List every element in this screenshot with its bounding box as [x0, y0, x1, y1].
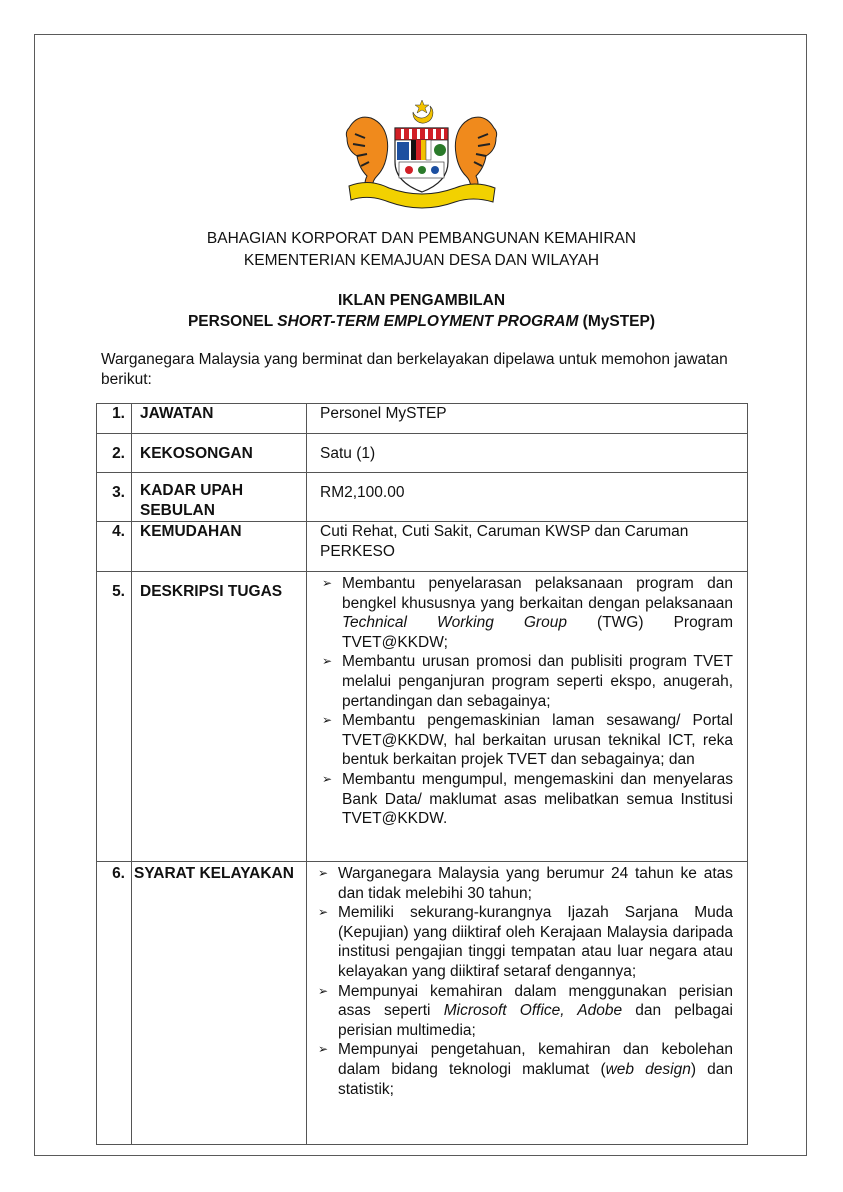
- requirement-list: [316, 864, 733, 1099]
- row-value: Satu (1): [307, 434, 748, 473]
- ministry-name: KEMENTERIAN KEMAJUAN DESA DAN WILAYAH: [243, 252, 600, 269]
- row-label: KEMUDAHAN: [132, 522, 307, 572]
- row-number: 3.: [97, 473, 132, 522]
- row-number: 1.: [97, 404, 132, 434]
- list-item: ➢ Mempunyai pengetahuan, kemahiran dan kebolehan dalam bidang teknologi maklumat (web design) dan statistik;: [318, 1041, 733, 1098]
- arrowhead-bullet-icon: ➢: [322, 576, 333, 590]
- arrowhead-bullet-icon: ➢: [322, 771, 333, 786]
- list-item: ➢ Warganegara Malaysia yang berumur 24 tahun ke atas dan tidak melebihi 30 tahun;: [318, 865, 733, 902]
- table-row: [97, 522, 748, 572]
- row-value: [307, 572, 748, 862]
- row-number: 6.: [97, 862, 132, 1145]
- arrowhead-bullet-icon: ➢: [318, 983, 329, 998]
- arrowhead-bullet-icon: ➢: [322, 713, 333, 728]
- list-item: ➢ Mempunyai kemahiran dalam menggunakan perisian asas seperti Microsoft Office, Adobe dan pelbagai perisian multimedia;: [318, 982, 733, 1039]
- list-item: ➢ Membantu mengumpul, mengemaskini dan menyelaras Bank Data/ maklumat asas melibatkan semua Institusi TVET@KKDW.: [322, 770, 733, 828]
- row-label: SYARAT KELAYAKAN: [132, 862, 307, 1145]
- row-value: [307, 862, 748, 1145]
- ad-subtitle: PERSONEL SHORT-TERM EMPLOYMENT PROGRAM (MySTEP): [187, 313, 656, 330]
- arrowhead-bullet-icon: ➢: [318, 1042, 329, 1057]
- row-number: 4.: [97, 522, 132, 572]
- ad-title: IKLAN PENGAMBILAN: [337, 292, 506, 309]
- table-row: [97, 572, 748, 862]
- coat-of-arms-icon: [339, 98, 504, 210]
- intro-paragraph: Warganegara Malaysia yang berminat dan berkelayakan dipelawa untuk memohon jawatan berikut:: [101, 351, 728, 388]
- department-name: BAHAGIAN KORPORAT DAN PEMBANGUNAN KEMAHIRAN: [206, 230, 637, 247]
- row-label: DESKRIPSI TUGAS: [132, 572, 307, 862]
- arrowhead-bullet-icon: ➢: [322, 654, 333, 669]
- row-label: JAWATAN: [132, 404, 307, 434]
- table-row: [97, 434, 748, 473]
- duty-list: [320, 574, 733, 829]
- row-value: Personel MySTEP: [307, 404, 748, 434]
- list-item: ➢ Memiliki sekurang-kurangnya Ijazah Sarjana Muda (Kepujian) yang diiktiraf oleh Kerajaan Malaysia daripada institusi pengajian tinggi tempatan atau luar negara atau kelayakan yang diiktiraf setaraf dengannya;: [318, 904, 733, 980]
- row-number: 2.: [97, 434, 132, 473]
- table-row: [97, 862, 748, 1145]
- row-label: KADAR UPAH SEBULAN: [132, 473, 307, 522]
- table-row: [97, 473, 748, 522]
- list-item: ➢ Membantu penyelarasan pelaksanaan program dan bengkel khususnya yang berkaitan dengan pelaksanaan Technical Working Group (TWG) Program TVET@KKDW;: [322, 575, 734, 651]
- list-item: ➢ Membantu pengemaskinian laman sesawang/ Portal TVET@KKDW, hal berkaitan urusan teknikal ICT, reka bentuk berkaitan projek TVET dan sebagainya; dan: [322, 712, 733, 769]
- row-number: 5.: [97, 572, 132, 862]
- row-value: Cuti Rehat, Cuti Sakit, Caruman KWSP dan Caruman PERKESO: [307, 522, 748, 572]
- arrowhead-bullet-icon: ➢: [318, 905, 329, 920]
- arrowhead-bullet-icon: ➢: [318, 866, 329, 880]
- table-row: [97, 404, 748, 434]
- row-value: RM2,100.00: [307, 473, 748, 522]
- list-item: ➢ Membantu urusan promosi dan publisiti program TVET melalui penganjuran program seperti ekspo, anugerah, pertandingan dan sebagainya;: [322, 653, 733, 710]
- row-label: KEKOSONGAN: [132, 434, 307, 473]
- job-details-table: [96, 403, 748, 1145]
